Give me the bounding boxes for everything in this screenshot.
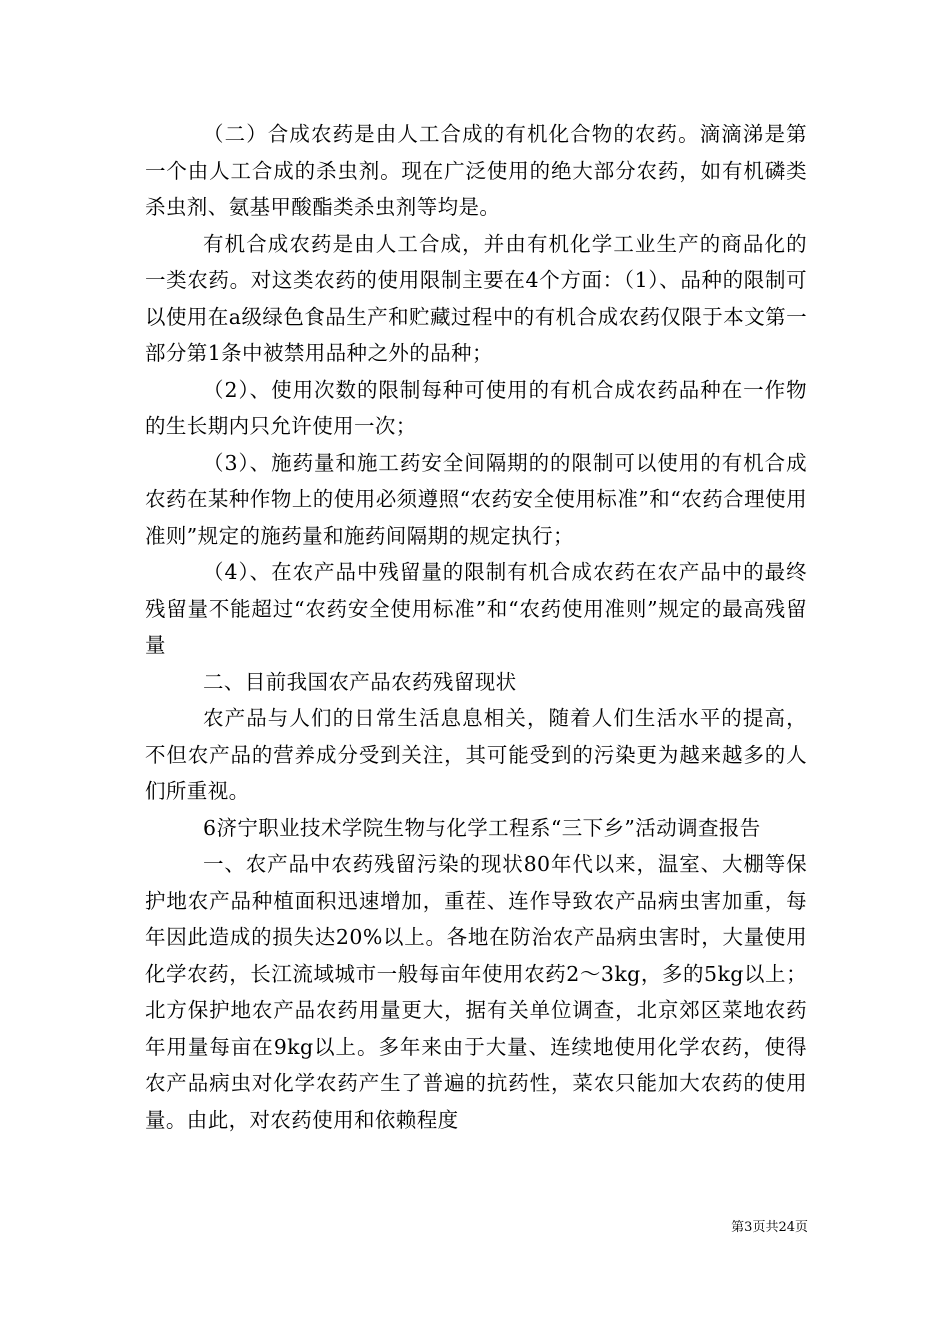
page-number: 第3页共24页 xyxy=(731,1220,808,1235)
paragraph-pollution-status: 一、农产品中农药残留污染的现状80年代以来，温室、大棚等保护地农产品种植面积迅速增加，重茬、连作导致农产品病虫害加重，每年因此造成的损失达20%以上。各地在防治农产品病虫害时，大量使用化学农药，长江流域城市一般每亩年使用农药2～3kg，多的5kg以上；北方保护地农产品农药用量更大，据有关单位调查，北京郊区菜地农药年用量每亩在9kg以上。多年来由于大量、连续地使用化学农药，使得农产品病虫对化学农药产生了普遍的抗药性，菜农只能加大农药的使用量。由此，对农药使用和依赖程度 xyxy=(145,852,807,1132)
paragraph-public-concern: 农产品与人们的日常生活息息相关，随着人们生活水平的提高，不但农产品的营养成分受到关注，其可能受到的污染更为越来越多的人们所重视。 xyxy=(145,706,807,803)
paragraph-usage-count: （2）、使用次数的限制每种可使用的有机合成农药品种在一作物的生长期内只允许使用一次； xyxy=(145,377,807,438)
paragraph-usage-restrictions: 有机合成农药是由人工合成，并由有机化学工业生产的商品化的一类农药。对这类农药的使用限制主要在4个方面：（1）、品种的限制可以使用在a级绿色食品生产和贮藏过程中的有机合成农药仅限于本文第一部分第1条中被禁用品种之外的品种； xyxy=(145,231,807,365)
paragraph-residue-limit: （4）、在农产品中残留量的限制有机合成农药在农产品中的最终残留量不能超过“农药安全使用标准”和“农药使用准则”规定的最高残留量 xyxy=(145,560,807,657)
section-heading-residue-status: 二、目前我国农产品农药残留现状 xyxy=(203,669,517,694)
paragraph-dosage-interval: （3）、施药量和施工药安全间隔期的的限制可以使用的有机合成农药在某种作物上的使用必须遵照“农药安全使用标准”和“农药合理使用准则”规定的施药量和施药间隔期的规定执行； xyxy=(145,450,807,548)
paragraph-report-title: 6济宁职业技术学院生物与化学工程系“三下乡”活动调查报告 xyxy=(203,815,761,840)
document-body xyxy=(145,116,807,1138)
paragraph-synthetic-pesticides: （二）合成农药是由人工合成的有机化合物的农药。滴滴涕是第一个由人工合成的杀虫剂。现在广泛使用的绝大部分农药，如有机磷类杀虫剂、氨基甲酸酯类杀虫剂等均是。 xyxy=(145,122,807,219)
